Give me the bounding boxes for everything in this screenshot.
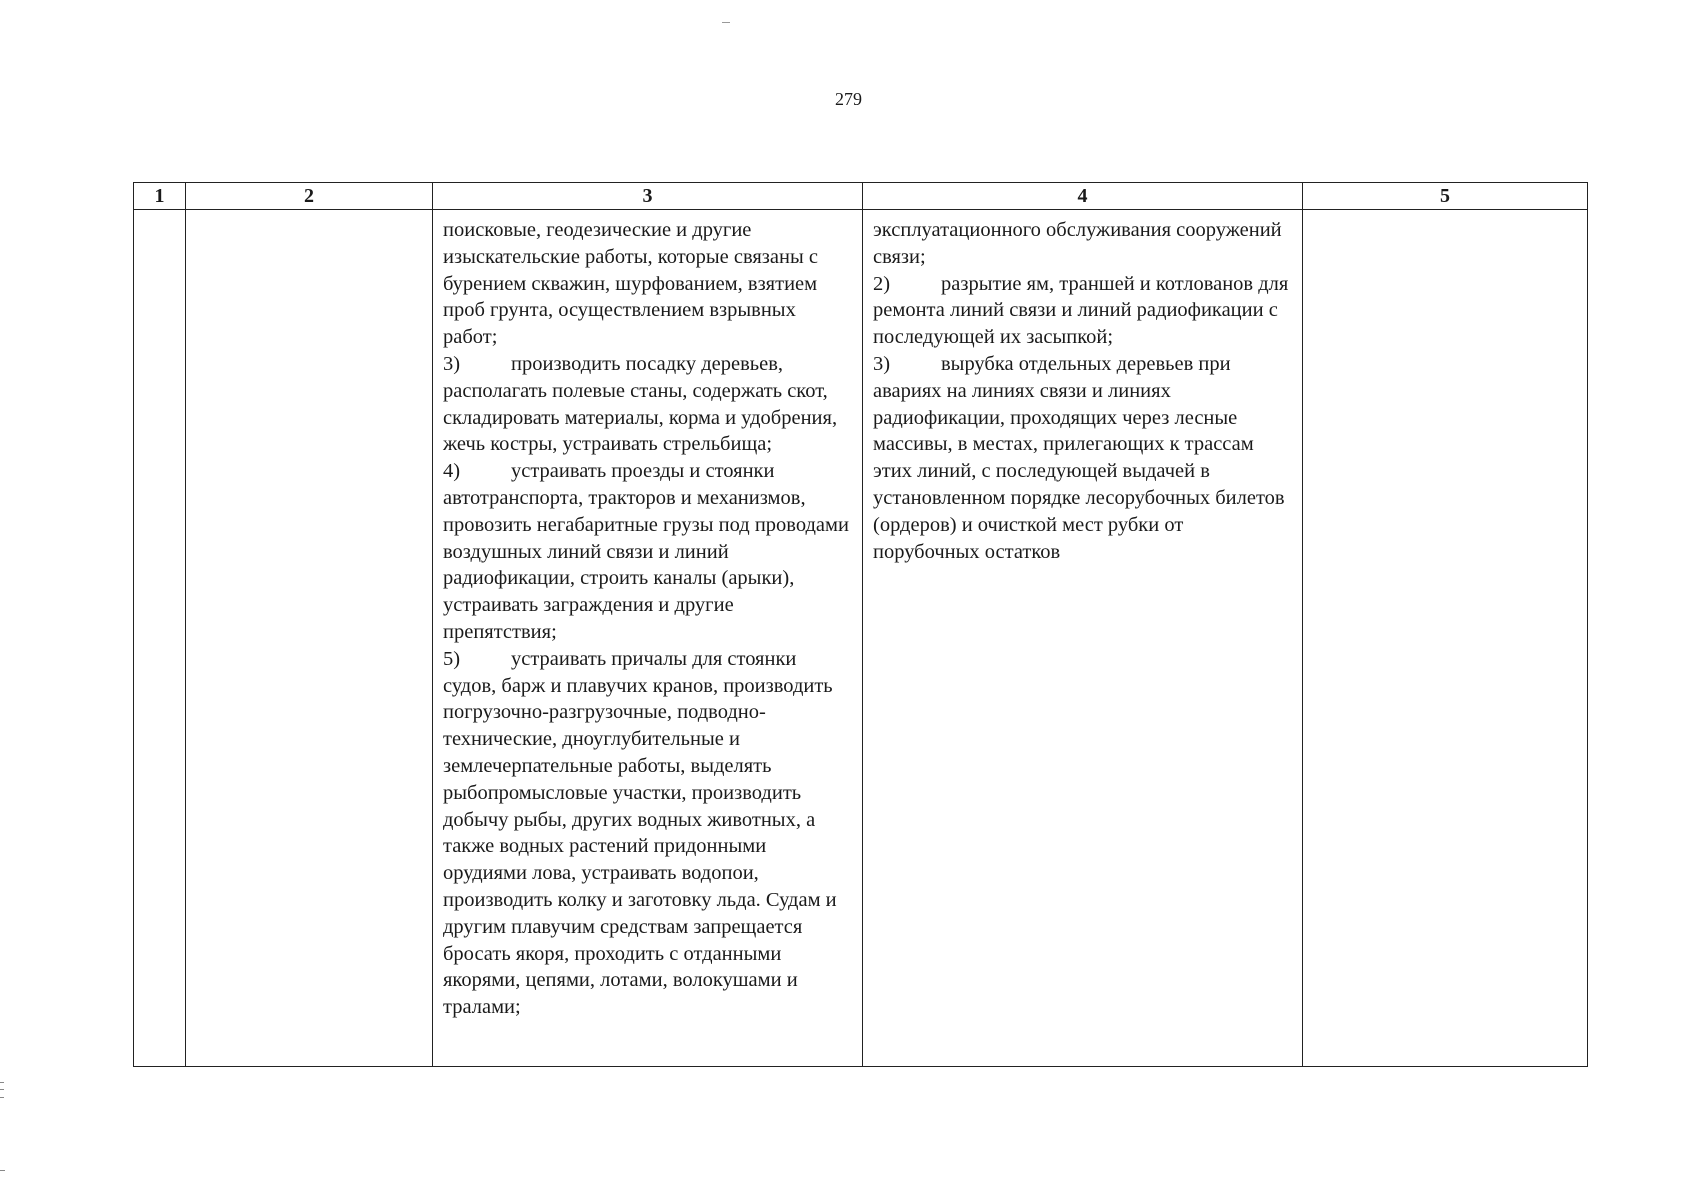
item-number: 5) bbox=[443, 647, 461, 670]
item-text: производить посадку деревьев, располагать полевые станы, содержать скот, складировать материалы, корма и удобрения, жечь костры, устраивать стрельбища; bbox=[443, 352, 838, 456]
col4-intro-text: эксплуатационного обслуживания сооружений связи; bbox=[873, 219, 1282, 268]
scan-mark-bottom-left bbox=[0, 1170, 5, 1171]
cell-col-4 bbox=[863, 210, 1303, 1067]
item-text: разрытие ям, траншей и котлованов для ремонта линий связи и линий радиофикации с последующей их засыпкой; bbox=[873, 272, 1289, 349]
cell-col-2 bbox=[186, 210, 433, 1067]
header-col-4: 4 bbox=[863, 183, 1303, 210]
item-text: устраивать причалы для стоянки судов, барж и плавучих кранов, производить погрузочно-разгрузочные, подводно-технические, дноуглубительные и землечерпательные работы, выделять рыбопромысловые участки, производить добычу рыбы, других водных животных, а также водных растений придонными орудиями лова, устраивать водопои, производить колку и заготовку льда. Судам и другим плавучим средствам запрещается бросать якоря, проходить с отданными якорями, цепями, лотами, волокушами и тралами; bbox=[443, 647, 837, 1019]
header-col-1: 1 bbox=[134, 183, 186, 210]
col3-item bbox=[443, 646, 852, 1021]
item-number: 4) bbox=[443, 460, 461, 483]
scan-mark-top bbox=[722, 22, 730, 23]
cell-col-3 bbox=[433, 210, 863, 1067]
item-text: вырубка отдельных деревьев при авариях на линиях связи и линиях радиофикации, проходящих через лесные массивы, в местах, прилегающих к трассам этих линий, с последующей выдачей в установленном порядке лесорубочных билетов (ордеров) и очисткой мест рубки от порубочных остатков bbox=[873, 352, 1285, 563]
col4-item bbox=[873, 271, 1292, 351]
item-number: 3) bbox=[443, 352, 461, 375]
cell-col-1 bbox=[134, 210, 186, 1067]
col3-item bbox=[443, 458, 852, 646]
col4-item bbox=[873, 351, 1292, 565]
page-number: 279 bbox=[835, 89, 862, 109]
header-col-2: 2 bbox=[186, 183, 433, 210]
header-col-3: 3 bbox=[433, 183, 863, 210]
item-text: устраивать проезды и стоянки автотранспорта, тракторов и механизмов, провозить негабаритные грузы под проводами воздушных линий связи и линий радиофикации, строить каналы (арыки), устраивать заграждения и другие препятствия; bbox=[443, 460, 849, 643]
col3-intro-text: поисковые, геодезические и другие изыскательские работы, которые связаны с бурением скважин, шурфованием, взятием проб грунта, осуществлением взрывных работ; bbox=[443, 219, 818, 349]
scan-mark-left bbox=[0, 1082, 4, 1098]
header-col-5: 5 bbox=[1303, 183, 1588, 210]
col3-item bbox=[443, 351, 852, 458]
cell-col-5 bbox=[1303, 210, 1588, 1067]
table-row bbox=[134, 210, 1588, 1067]
item-number: 3) bbox=[873, 352, 891, 375]
item-number: 2) bbox=[873, 272, 891, 295]
header-row bbox=[134, 183, 1588, 210]
document-table bbox=[133, 182, 1588, 1067]
